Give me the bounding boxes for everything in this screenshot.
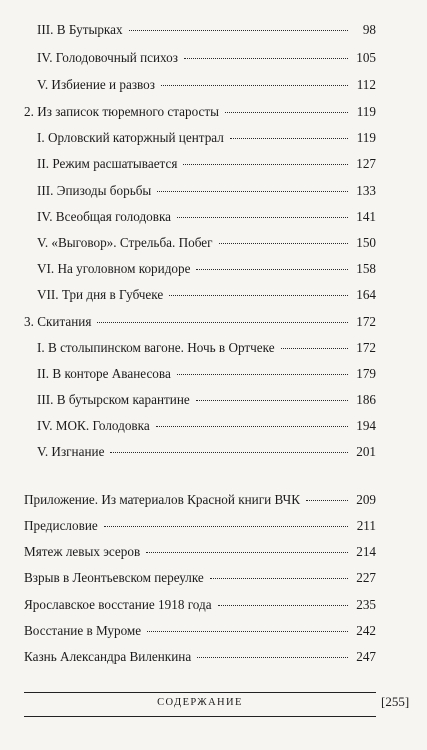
toc-appendix-entry: [24, 518, 376, 534]
toc-section: [24, 314, 376, 330]
toc-entry-page: 247: [356, 649, 376, 664]
toc-entry-title: IV. Голодовочный психоз: [37, 50, 178, 65]
running-head: СОДЕРЖАНИЕ: [157, 697, 243, 708]
toc-entry-page: 186: [356, 392, 376, 407]
toc-entry: [37, 418, 376, 434]
toc-entry-page: 112: [356, 77, 376, 92]
toc-entry-title: V. Избиение и развоз: [37, 77, 155, 92]
toc-entry: [37, 156, 376, 172]
toc-entry-page: 194: [356, 418, 376, 433]
toc-section: [24, 104, 376, 120]
toc-entry-title: VI. На уголовном коридоре: [37, 261, 191, 276]
toc-appendix-entry: [24, 649, 376, 665]
toc-entry: [37, 340, 376, 356]
toc-entry: [37, 287, 376, 303]
dot-leader: [184, 58, 348, 59]
footer-rule: [24, 692, 376, 693]
toc-entry-page: 209: [356, 492, 376, 507]
dot-leader: [157, 191, 348, 192]
toc-entry-page: 98: [362, 22, 376, 37]
toc-entry-title: V. Изгнание: [37, 444, 105, 459]
toc-appendix-entry: [24, 492, 376, 508]
toc-entry-title: I. В столыпинском вагоне. Ночь в Ортчеке: [37, 340, 275, 355]
dot-leader: [161, 85, 348, 86]
toc-entry-page: 127: [356, 156, 376, 171]
dot-leader: [177, 217, 348, 218]
toc-entry-title: Приложение. Из материалов Красной книги ВЧК: [24, 492, 300, 507]
dot-leader: [196, 400, 348, 401]
dot-leader: [110, 452, 348, 453]
toc-entry-page: 172: [356, 314, 376, 329]
toc-entry-title: III. В Бутырках: [37, 22, 123, 37]
toc-entry: [37, 50, 376, 66]
toc-appendix-entry: [24, 623, 376, 639]
toc-entry-title: II. В конторе Аванесова: [37, 366, 171, 381]
toc-entry-title: Ярославское восстание 1918 года: [24, 597, 212, 612]
toc-entry-page: 214: [356, 544, 376, 559]
toc-entry-title: III. Эпизоды борьбы: [37, 183, 152, 198]
toc-entry-page: 242: [356, 623, 376, 638]
toc-entry-page: 133: [356, 183, 376, 198]
dot-leader: [225, 112, 348, 113]
toc-entry-title: Взрыв в Леонтьевском переулке: [24, 570, 204, 585]
toc-entry-title: Предисловие: [24, 518, 98, 533]
footer-rule: [24, 716, 376, 717]
dot-leader: [129, 30, 348, 31]
toc-entry-title: Мятеж левых эсеров: [24, 544, 141, 559]
toc-entry-page: 164: [356, 287, 376, 302]
toc-entry-title: III. В бутырском карантине: [37, 392, 190, 407]
toc-entry-page: 201: [356, 444, 376, 459]
toc-entry-page: 158: [356, 261, 376, 276]
toc-entry: [37, 392, 376, 408]
dot-leader: [230, 138, 348, 139]
toc-entry-title: II. Режим расшатывается: [37, 156, 178, 171]
toc-entry-title: Восстание в Муроме: [24, 623, 142, 638]
dot-leader: [169, 295, 348, 296]
toc-entry: [37, 235, 376, 251]
dot-leader: [147, 631, 348, 632]
dot-leader: [210, 578, 348, 579]
toc-entry: [37, 261, 376, 277]
toc-entry-page: 141: [356, 209, 376, 224]
dot-leader: [218, 605, 348, 606]
toc-entry-title: Казнь Александра Виленкина: [24, 649, 192, 664]
dot-leader: [219, 243, 348, 244]
dot-leader: [281, 348, 348, 349]
toc-entry-title: V. «Выговор». Стрельба. Побег: [37, 235, 213, 250]
toc-appendix-entry: [24, 570, 376, 586]
dot-leader: [306, 500, 348, 501]
toc-appendix-entry: [24, 544, 376, 560]
toc-entry-page: 227: [356, 570, 376, 585]
toc-entry: [37, 444, 376, 460]
dot-leader: [183, 164, 348, 165]
toc-entry-page: 235: [356, 597, 376, 612]
dot-leader: [196, 269, 348, 270]
toc-section-title: 2. Из записок тюремного старосты: [24, 104, 220, 119]
toc-section-title: 3. Скитания: [24, 314, 92, 329]
toc-entry-title: IV. Всеобщая голодовка: [37, 209, 172, 224]
toc-appendix-entry: [24, 597, 376, 613]
toc-entry-page: 150: [356, 235, 376, 250]
toc-entry: [37, 366, 376, 382]
toc-entry-page: 172: [356, 340, 376, 355]
toc-entry: [37, 130, 376, 146]
dot-leader: [156, 426, 348, 427]
dot-leader: [97, 322, 348, 323]
toc-entry-page: 119: [356, 130, 376, 145]
toc-entry-page: 119: [356, 104, 376, 119]
dot-leader: [177, 374, 348, 375]
page-number: [255]: [381, 694, 410, 709]
toc-entry: [37, 209, 376, 225]
toc-entry-page: 179: [356, 366, 376, 381]
toc-entry-title: IV. МОК. Голодовка: [37, 418, 150, 433]
toc-entry-page: 105: [356, 50, 376, 65]
toc-entry-title: VII. Три дня в Губчеке: [37, 287, 164, 302]
dot-leader: [197, 657, 348, 658]
toc-entry: [37, 183, 376, 199]
toc-entry-page: 211: [356, 518, 376, 533]
dot-leader: [146, 552, 348, 553]
toc-entry: [37, 77, 376, 93]
toc-entry-title: I. Орловский каторжный централ: [37, 130, 224, 145]
toc-entry: [37, 22, 376, 38]
dot-leader: [104, 526, 348, 527]
